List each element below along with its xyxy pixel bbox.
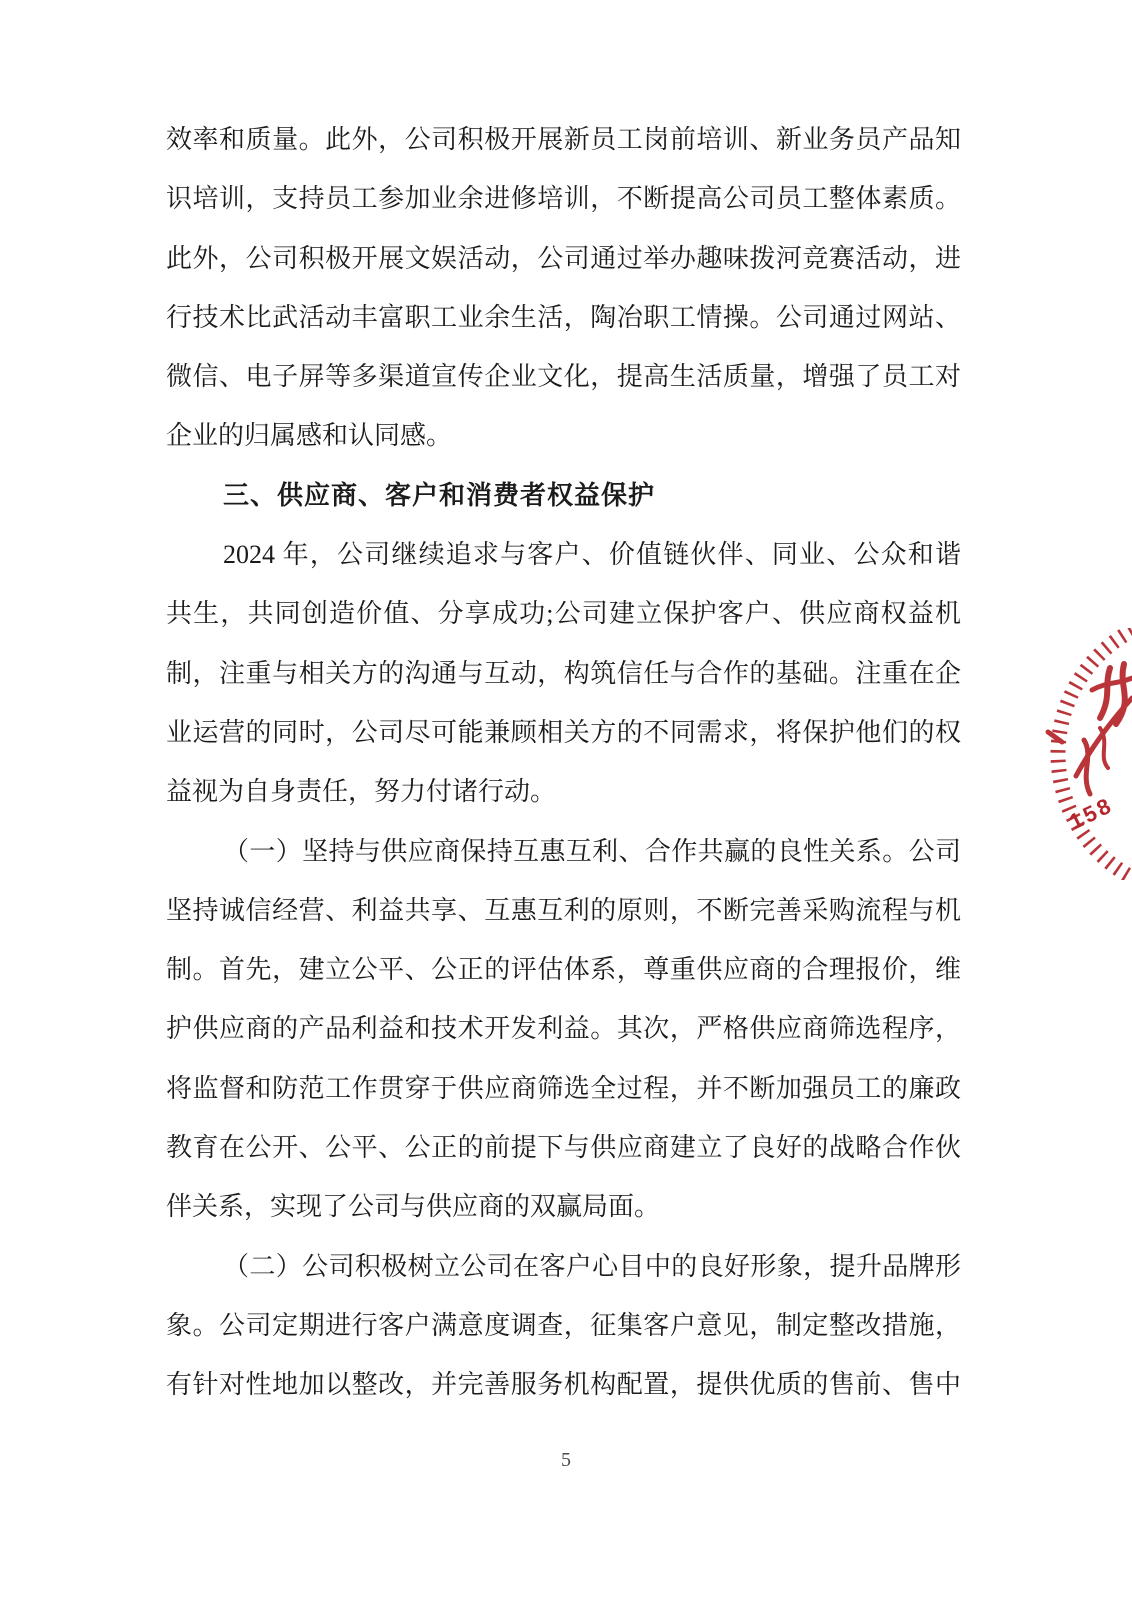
- red-seal-stamp: [1040, 628, 1132, 880]
- text-line: 业运营的同时，公司尽可能兼顾相关方的不同需求，将保护他们的权: [166, 717, 961, 747]
- seal-serrated-border: [1058, 628, 1132, 880]
- paragraph-supplier-relations: [166, 822, 961, 1237]
- section-heading: 三、供应商、客户和消费者权益保护: [223, 479, 656, 510]
- text-line: 2024 年，公司继续追求与客户、价值链伙伴、同业、公众和谐: [223, 540, 961, 570]
- text-line: 制，注重与相关方的沟通与互动，构筑信任与合作的基础。注重在企: [166, 658, 961, 688]
- text-line: 共生，共同创造价值、分享成功;公司建立保护客户、供应商权益机: [166, 599, 961, 629]
- text-line: 坚持诚信经营、利益共享、互惠互利的原则，不断完善采购流程与机: [166, 895, 961, 925]
- text-line: 此外，公司积极开展文娱活动，公司通过举办趣味拨河竞赛活动，进: [166, 243, 961, 273]
- seal-signature-strokes: [1048, 664, 1132, 794]
- paragraph-customer-image: [166, 1237, 961, 1415]
- text-line: 将监督和防范工作贯穿于供应商筛选全过程，并不断加强员工的廉政: [166, 1073, 961, 1103]
- text-line: 行技术比武活动丰富职工业余生活，陶冶职工情操。公司通过网站、: [166, 302, 961, 332]
- page-number: 5: [561, 1449, 571, 1471]
- text-line: 护供应商的产品利益和技术开发利益。其次，严格供应商筛选程序，: [166, 1014, 961, 1044]
- text-line: （一）坚持与供应商保持互惠互利、合作共赢的良性关系。公司: [223, 836, 961, 866]
- paragraph-stakeholder-intro: [166, 525, 961, 821]
- text-line: 象。公司定期进行客户满意度调查，征集客户意见，制定整改措施，: [166, 1310, 961, 1340]
- text-line: 制。首先，建立公平、公正的评估体系，尊重供应商的合理报价，维: [166, 955, 961, 985]
- text-line: 益视为自身责任，努力付诸行动。: [166, 777, 557, 807]
- text-line: 识培训，支持员工参加业余进修培训，不断提高公司员工整体素质。: [166, 184, 961, 214]
- paragraph-employee-training: [166, 110, 961, 466]
- text-line: 效率和质量。此外，公司积极开展新员工岗前培训、新业务员产品知: [166, 125, 961, 154]
- text-line: 有针对性地加以整改，并完善服务机构配置，提供优质的售前、售中: [166, 1370, 961, 1400]
- text-line: 教育在公开、公平、公正的前提下与供应商建立了良好的战略合作伙: [166, 1133, 961, 1163]
- text-line: 微信、电子屏等多渠道宣传企业文化，提高生活质量，增强了员工对: [166, 362, 961, 392]
- text-line: （二）公司积极树立公司在客户心目中的良好形象，提升品牌形: [223, 1251, 961, 1281]
- seal-number: 158: [1065, 791, 1118, 835]
- text-line: 伴关系，实现了公司与供应商的双赢局面。: [166, 1192, 661, 1222]
- text-line: 企业的归属感和认同感。: [166, 421, 453, 451]
- document-body: [166, 110, 961, 1415]
